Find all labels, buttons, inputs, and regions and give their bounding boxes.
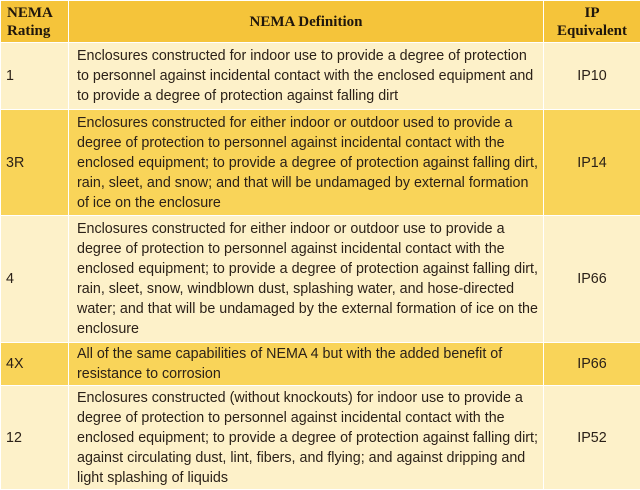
ip-equivalent-cell: IP66 [544,216,640,343]
nema-definition-cell: Enclosures constructed for either indoor or outdoor use to provide a degree of protection to personnel against incidental contact with the enclosed equipment; to provide a degree of protection against falling dirt, rain, sleet, snow, windblown dust, splashing water, and hose-directed water; and that will be undamaged by the external formation of ice on the enclosure [69,216,544,343]
table-row [1,110,640,216]
nema-rating-cell: 3R [1,110,69,216]
nema-rating-cell: 4X [1,343,69,386]
nema-rating-cell: 1 [1,43,69,110]
table-header-row [1,1,640,43]
table-row [1,386,640,490]
table-row [1,343,640,386]
nema-definition-cell: Enclosures constructed (without knockouts) for indoor use to provide a degree of protection to personnel against incidental contact with the enclosed equipment; to provide a degree of protection against falling dirt; against circulating dust, lint, fibers, and flying; and against dripping and light splashing of liquids [69,386,544,490]
ip-equivalent-cell: IP66 [544,343,640,386]
table-row [1,216,640,343]
header-nema-rating [1,1,69,43]
nema-definition-cell: Enclosures constructed for either indoor or outdoor used to provide a degree of protection to personnel against incidental contact with the enclosed equipment; to provide a degree of protection against falling dirt, rain, sleet, and snow; and that will be undamaged by external formation of ice on the enclosure [69,110,544,216]
nema-rating-cell: 12 [1,386,69,490]
header-ip-label: IP Equivalent [552,4,632,40]
header-ip-equivalent [544,1,640,43]
header-nema-definition: NEMA Definition [69,1,544,43]
nema-definition-cell: Enclosures constructed for indoor use to provide a degree of protection to personnel against incidental contact with the enclosed equipment and to provide a degree of protection against falling dirt [69,43,544,110]
ip-equivalent-cell: IP52 [544,386,640,490]
header-rating-line1: NEMA Rating [7,4,63,40]
ip-equivalent-cell: IP14 [544,110,640,216]
table-row [1,43,640,110]
ip-equivalent-cell: IP10 [544,43,640,110]
nema-rating-cell: 4 [1,216,69,343]
nema-definition-cell: All of the same capabilities of NEMA 4 but with the added benefit of resistance to corrosion [69,343,544,386]
